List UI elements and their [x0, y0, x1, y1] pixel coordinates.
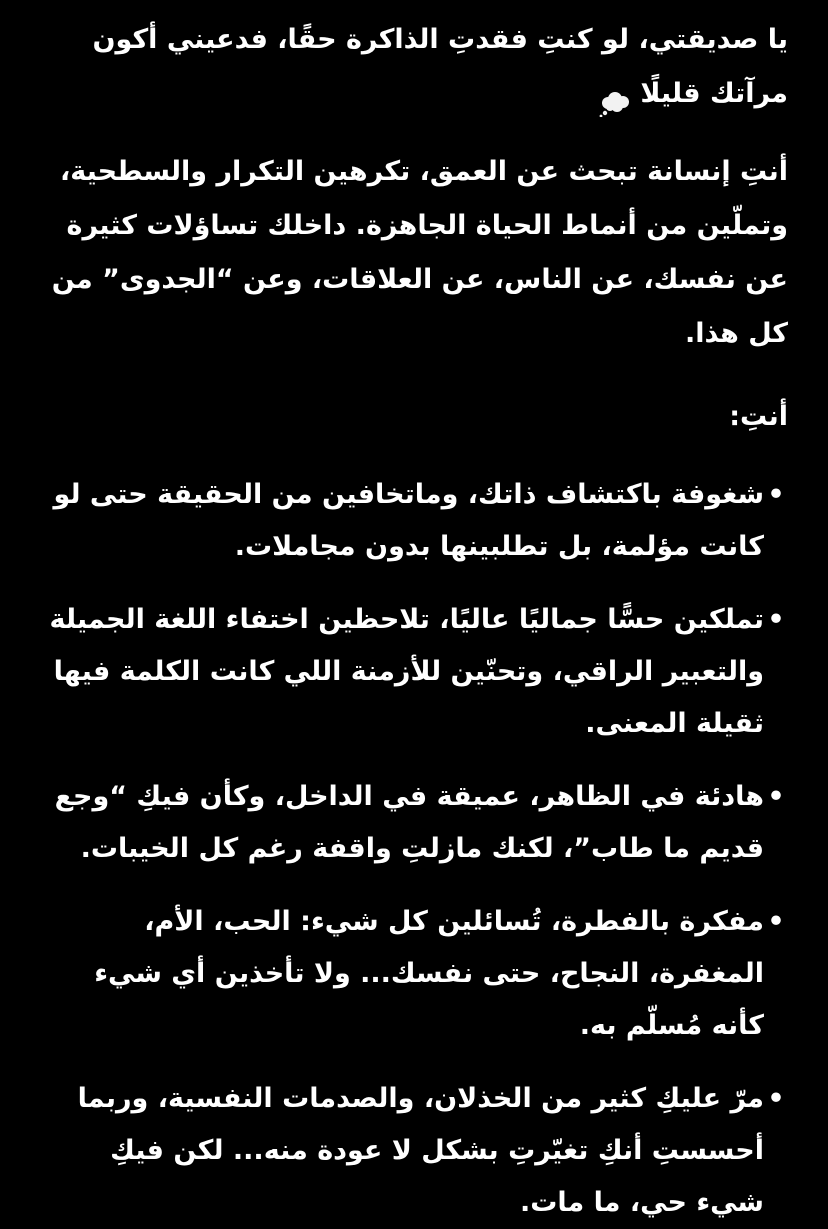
section-heading: أنتِ:	[729, 401, 788, 432]
description-paragraph: أنتِ إنسانة تبحث عن العمق، تكرهين التكرار والسطحية، وتملّين من أنماط الحياة الجاهزة. داخلك تساؤلات كثيرة عن نفسك، عن الناس، عن العلاقات، وعن “الجدوى” من كل هذا.	[51, 156, 788, 349]
bullet-dot: •	[767, 906, 785, 937]
list-item	[38, 469, 788, 573]
list-item	[38, 1073, 788, 1229]
bullet-dot: •	[767, 479, 785, 510]
bullet-dot: •	[767, 604, 785, 635]
list-item	[38, 896, 788, 1052]
list-item-text: مرّ عليكِ كثير من الخذلان، والصدمات النفسية، وربما أحسستِ أنكِ تغيّرتِ بشكل لا عودة منه... لكن فيكِ شيء حي، ما مات.	[77, 1083, 764, 1218]
intro-text: يا صديقتي، لو كنتِ فقدتِ الذاكرة حقًا، فدعيني أكون مرآتك قليلًا	[92, 24, 788, 109]
list-item-text: مفكرة بالفطرة، تُسائلين كل شيء: الحب، الأم، المغفرة، النجاح، حتى نفسك... ولا تأخذين أي شيء كأنه مُسلّم به.	[94, 906, 764, 1041]
bullet-dot: •	[767, 781, 785, 812]
list-item-text: تملكين حسًّا جماليًا عاليًا، تلاحظين اختفاء اللغة الجميلة والتعبير الراقي، وتحنّين للأزمنة اللي كانت الكلمة فيها ثقيلة المعنى.	[49, 604, 764, 739]
list-item-text: شغوفة باكتشاف ذاتك، وماتخافين من الحقيقة حتى لو كانت مؤلمة، بل تطلبينها بدون مجاملات.	[53, 479, 764, 562]
traits-list	[38, 469, 788, 1229]
thought-bubble-icon	[598, 82, 634, 108]
intro-paragraph	[38, 13, 788, 121]
list-item	[38, 594, 788, 750]
list-item	[38, 771, 788, 875]
bullet-dot: •	[767, 1083, 785, 1114]
list-item-text: هادئة في الظاهر، عميقة في الداخل، وكأن فيكِ “وجع قديم ما طاب”، لكنك مازلتِ واقفة رغم كل الخيبات.	[54, 781, 764, 864]
